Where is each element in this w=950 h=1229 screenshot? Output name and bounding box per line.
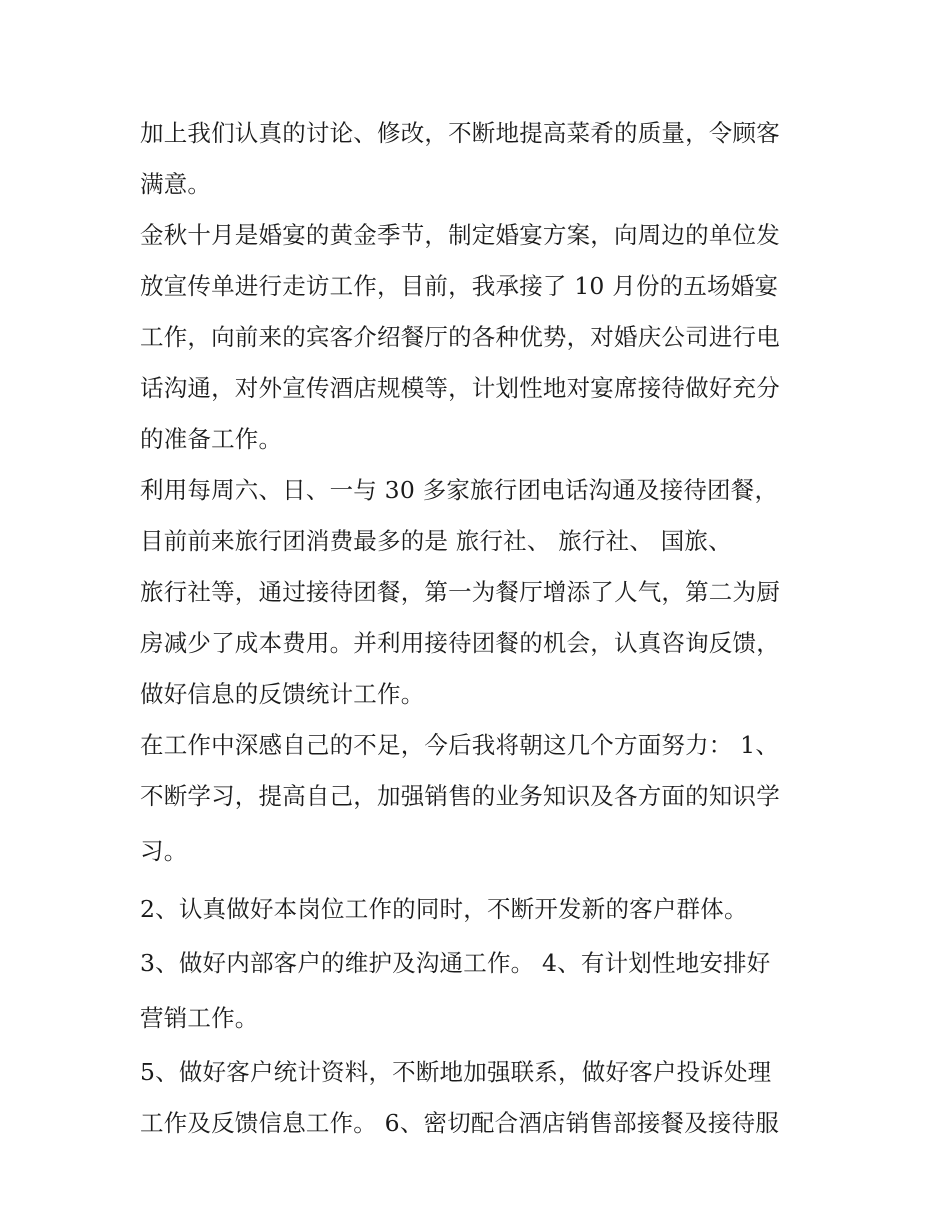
text-line: 工作，向前来的宾客介绍餐厅的各种优势，对婚庆公司进行电 — [140, 323, 780, 351]
text-line: 不断学习，提高自己，加强销售的业务知识及各方面的知识学 — [140, 782, 780, 810]
text-line: 做好信息的反馈统计工作。 — [140, 680, 425, 708]
text-line: 工作及反馈信息工作。 6、密切配合酒店销售部接餐及接待服 — [140, 1109, 780, 1137]
text-line: 3、做好内部客户的维护及沟通工作。 4、有计划性地安排好 — [140, 949, 771, 977]
text-line: 满意。 — [140, 170, 212, 198]
text-line: 习。 — [140, 837, 188, 865]
text-line: 5、做好客户统计资料，不断地加强联系，做好客户投诉处理 — [140, 1058, 772, 1086]
text-line: 2、认真做好本岗位工作的同时，不断开发新的客户群体。 — [140, 895, 748, 923]
text-line: 营销工作。 — [140, 1004, 259, 1032]
text-line: 目前前来旅行团消费最多的是 旅行社、 旅行社、 国旅、 — [140, 527, 732, 555]
text-line: 加上我们认真的讨论、修改，不断地提高菜肴的质量，令顾客 — [140, 119, 780, 147]
text-line: 话沟通，对外宣传酒店规模等，计划性地对宴席接待做好充分 — [140, 374, 780, 402]
text-line: 房减少了成本费用。并利用接待团餐的机会，认真咨询反馈， — [140, 629, 780, 657]
text-line: 旅行社等，通过接待团餐，第一为餐厅增添了人气，第二为厨 — [140, 578, 780, 606]
text-line: 在工作中深感自己的不足，今后我将朝这几个方面努力： 1、 — [140, 731, 780, 759]
text-line: 的准备工作。 — [140, 425, 283, 453]
text-line: 放宣传单进行走访工作，目前，我承接了 10 月份的五场婚宴 — [140, 272, 779, 300]
text-line: 金秋十月是婚宴的黄金季节，制定婚宴方案，向周边的单位发 — [140, 221, 780, 249]
document-body — [140, 108, 820, 1149]
text-line: 利用每周六、日、一与 30 多家旅行团电话沟通及接待团餐， — [140, 476, 779, 504]
